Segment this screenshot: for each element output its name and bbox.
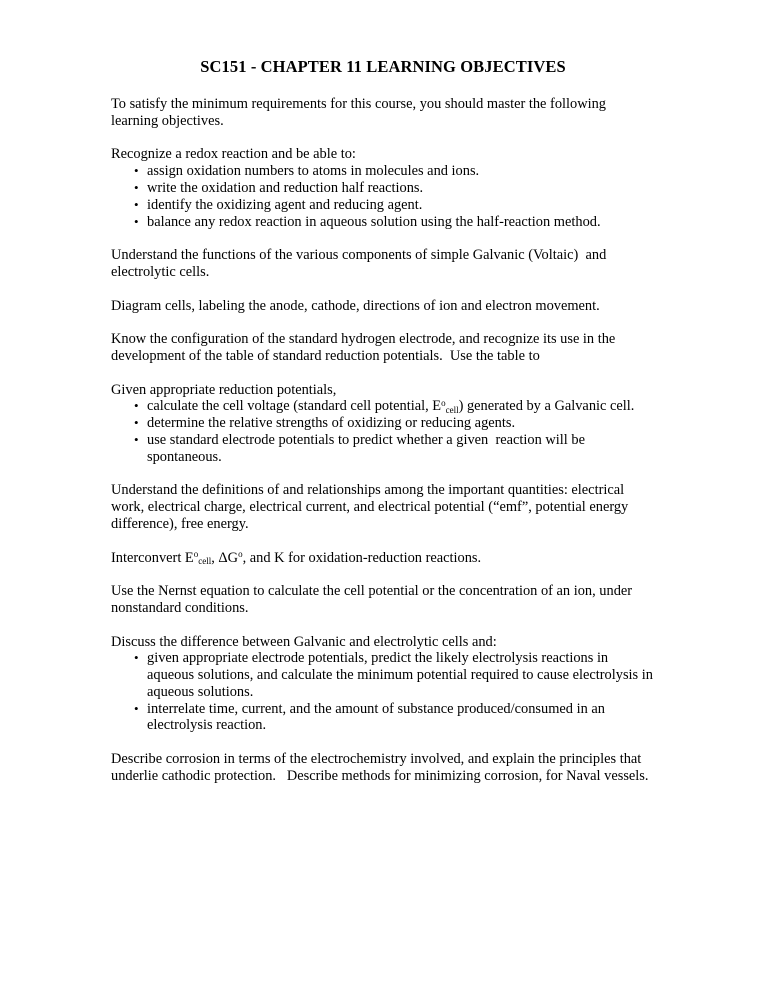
text-sup: o [441, 397, 446, 408]
bullet-icon: • [134, 213, 139, 229]
text-run: Understand the functions of the various components of simple Galvanic (Voltaic) and electrolytic cells. [111, 247, 610, 280]
list-item [111, 415, 655, 432]
list-item-text [147, 432, 655, 466]
objective-block [111, 482, 655, 532]
list-item [111, 214, 655, 231]
text-run: Diagram cells, labeling the anode, cathode, directions of ion and electron movement. [111, 297, 600, 314]
objective-block [111, 550, 655, 567]
list-item-text [147, 197, 655, 214]
bullet-icon: • [134, 415, 139, 431]
list-item-text [147, 650, 655, 700]
paragraph-text [111, 751, 655, 785]
text-run: Recognize a redox reaction and be able to: [111, 146, 356, 163]
text-run: write the oxidation and reduction half reactions. [147, 179, 424, 196]
bullet-icon: • [134, 163, 139, 179]
text-run: given appropriate electrode potentials, predict the likely electrolysis reactions in aqueous solutions, and calculate the minimum potential required to cause electrolysis in aqueous solutions. [147, 650, 657, 700]
bullet-icon: • [134, 398, 139, 414]
paragraph-text [111, 382, 655, 399]
paragraph-text [111, 331, 655, 365]
text-sub: cell [198, 556, 212, 567]
objective-block [111, 382, 655, 466]
list-item-text [147, 398, 655, 415]
bullet-icon: • [134, 196, 139, 212]
bullet-icon: • [134, 431, 139, 447]
text-run: To satisfy the minimum requirements for this course, you should master the following learning objectives. [111, 96, 610, 129]
text-run: calculate the cell voltage (standard cell potential, E [147, 398, 442, 415]
list-item [111, 197, 655, 214]
text-run: determine the relative strengths of oxidizing or reducing agents. [147, 415, 516, 432]
paragraph-text [111, 482, 655, 532]
text-run: ) generated by a Galvanic cell. [458, 398, 635, 415]
list-item-text [147, 701, 655, 735]
bullet-icon: • [134, 179, 139, 195]
text-run: use standard electrode potentials to predict whether a given reaction will be spontaneous. [147, 431, 589, 465]
text-run: Describe corrosion in terms of the electrochemistry involved, and explain the principles that underlie cathodic protection. Describe methods for minimizing corrosion, for Naval vessels. [111, 751, 649, 784]
bullet-list [111, 398, 655, 465]
bullet-icon: • [134, 650, 139, 666]
list-item [111, 432, 655, 466]
list-item [111, 163, 655, 180]
paragraph-text [111, 146, 655, 163]
text-run: , and K for oxidation-reduction reactions. [242, 549, 482, 566]
text-run: Know the configuration of the standard hydrogen electrode, and recognize its use in the development of the table of standard reduction potentials. Use the table to [111, 331, 619, 364]
list-item [111, 701, 655, 735]
text-run: Interconvert E [111, 549, 194, 566]
list-item-text [147, 163, 655, 180]
text-run: Use the Nernst equation to calculate the cell potential or the concentration of an ion, under nonstandard conditions. [111, 583, 636, 616]
text-run: identify the oxidizing agent and reducing agent. [147, 196, 423, 213]
objective-block [111, 146, 655, 230]
objective-block [111, 298, 655, 315]
bullet-list [111, 163, 655, 230]
paragraph-text [111, 634, 655, 651]
text-run: assign oxidation numbers to atoms in molecules and ions. [147, 163, 480, 180]
text-run: Understand the definitions of and relationships among the important quantities: electrical work, electrical charge, electrical current, and electrical potential (“emf”, potential energy difference), free energy. [111, 482, 632, 532]
text-run: Given appropriate reduction potentials, [111, 381, 337, 398]
list-item [111, 398, 655, 415]
list-item-text [147, 180, 655, 197]
text-sup: o [193, 549, 199, 560]
text-sub: cell [445, 404, 459, 415]
text-run: interrelate time, current, and the amount of substance produced/consumed in an electrolysis reaction. [147, 700, 609, 734]
bullet-icon: • [134, 700, 139, 716]
objective-block [111, 634, 655, 735]
list-item-text [147, 415, 655, 432]
text-run: balance any redox reaction in aqueous solution using the half-reaction method. [147, 213, 601, 230]
paragraph-text [111, 247, 655, 281]
paragraph-text [111, 96, 655, 130]
paragraph-text [111, 298, 655, 315]
page-title: SC151 - CHAPTER 11 LEARNING OBJECTIVES [200, 57, 566, 76]
document-blocks [111, 96, 655, 785]
paragraph-text [111, 550, 655, 567]
objective-block [111, 331, 655, 365]
list-item-text [147, 214, 655, 231]
objective-block [111, 583, 655, 617]
objective-block [111, 247, 655, 281]
text-run: Discuss the difference between Galvanic and electrolytic cells and: [111, 633, 497, 650]
objective-block [111, 751, 655, 785]
objective-block [111, 96, 655, 130]
text-run: , ΔG [211, 549, 239, 566]
paragraph-text [111, 583, 655, 617]
list-item [111, 650, 655, 700]
bullet-list [111, 650, 655, 734]
text-sup: o [238, 549, 243, 560]
list-item [111, 180, 655, 197]
